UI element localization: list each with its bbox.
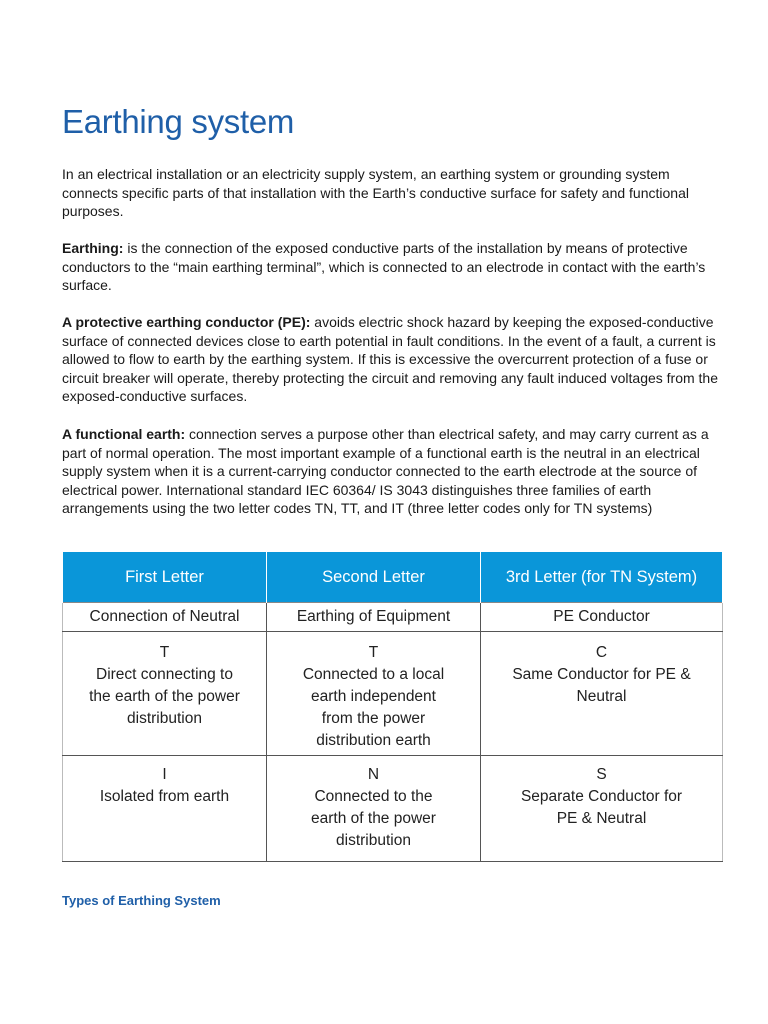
cell-code: T bbox=[159, 644, 170, 661]
functional-earth-definition: connection serves a purpose other than electrical safety, and may carry current as a part of normal operation. The most important example of a functional earth is the neutral in an electrical supply system when it is a current-carrying conductor connected to the earth electrode at the source of electrical power. International standard IEC 60364/ IS 3043 distinguishes three families of earth arrangements using the two letter codes TN, TT, and IT (three letter codes only for TN systems) bbox=[62, 426, 709, 516]
functional-earth-paragraph bbox=[62, 425, 724, 518]
earthing-term: Earthing: bbox=[62, 240, 124, 256]
cell-description-line: the earth of the power bbox=[89, 688, 240, 705]
cell-code: S bbox=[596, 766, 607, 783]
header-second-letter: Second Letter bbox=[267, 552, 481, 603]
cell-description-line: Separate Conductor for bbox=[520, 788, 683, 805]
cell-description-line: Neutral bbox=[576, 688, 627, 705]
table-header-row bbox=[63, 552, 723, 603]
earthing-definition: is the connection of the exposed conductive parts of the installation by means of protective conductors to the “main earthing terminal”, which is connected to an electrode in contact with the earth’s surface. bbox=[62, 240, 706, 293]
table-caption: Types of Earthing System bbox=[62, 893, 221, 908]
table-cell bbox=[481, 756, 723, 862]
subheader-pe-conductor: PE Conductor bbox=[481, 603, 723, 632]
header-third-letter: 3rd Letter (for TN System) bbox=[481, 552, 723, 603]
cell-code: C bbox=[595, 644, 608, 661]
cell-description-line: earth independent bbox=[311, 688, 436, 705]
subheader-connection-of-neutral: Connection of Neutral bbox=[63, 603, 267, 632]
protective-earthing-definition: avoids electric shock hazard by keeping the exposed-conductive surface of connected devices close to earth potential in fault conditions. In the event of a fault, a current is allowed to flow to earth by the earthing system. If this is excessive the overcurrent protection of a fuse or circuit breaker will operate, thereby protecting the circuit and removing any fault induced voltages from the exposed-conductive surfaces. bbox=[62, 314, 719, 404]
page-title: Earthing system bbox=[62, 103, 295, 140]
earthing-paragraph bbox=[62, 239, 724, 295]
table-cell bbox=[63, 756, 267, 862]
subheader-earthing-of-equipment: Earthing of Equipment bbox=[267, 603, 481, 632]
cell-description-line: Isolated from earth bbox=[99, 788, 230, 805]
cell-description-line: PE & Neutral bbox=[556, 810, 647, 827]
protective-earthing-term: A protective earthing conductor (PE): bbox=[62, 314, 311, 330]
table-row bbox=[63, 756, 723, 862]
cell-description-line: earth of the power bbox=[311, 810, 436, 827]
cell-code: T bbox=[368, 644, 379, 661]
cell-code: N bbox=[367, 766, 380, 783]
cell-description-line: Direct connecting to bbox=[96, 666, 233, 683]
cell-description-line: distribution bbox=[336, 832, 411, 849]
table-cell bbox=[63, 632, 267, 756]
intro-paragraph: In an electrical installation or an electricity supply system, an earthing system or grounding system connects specific parts of that installation with the Earth’s conductive surface for safety and functional purposes. bbox=[62, 166, 689, 219]
table-cell bbox=[267, 756, 481, 862]
cell-description-line: distribution bbox=[127, 710, 202, 727]
table-row bbox=[63, 632, 723, 756]
functional-earth-term: A functional earth: bbox=[62, 426, 186, 442]
cell-description-line: Connected to the bbox=[314, 788, 433, 805]
table-cell bbox=[267, 632, 481, 756]
cell-description-line: Same Conductor for PE & bbox=[512, 666, 691, 683]
cell-code: I bbox=[162, 766, 167, 783]
cell-description-line: distribution earth bbox=[316, 732, 431, 749]
cell-description-line: Connected to a local bbox=[302, 666, 445, 683]
header-first-letter: First Letter bbox=[63, 552, 267, 603]
cell-description-line: from the power bbox=[321, 710, 426, 727]
table-cell bbox=[481, 632, 723, 756]
earthing-codes-table bbox=[62, 552, 723, 862]
table-subheader-row bbox=[63, 603, 723, 632]
protective-earthing-paragraph bbox=[62, 313, 724, 406]
